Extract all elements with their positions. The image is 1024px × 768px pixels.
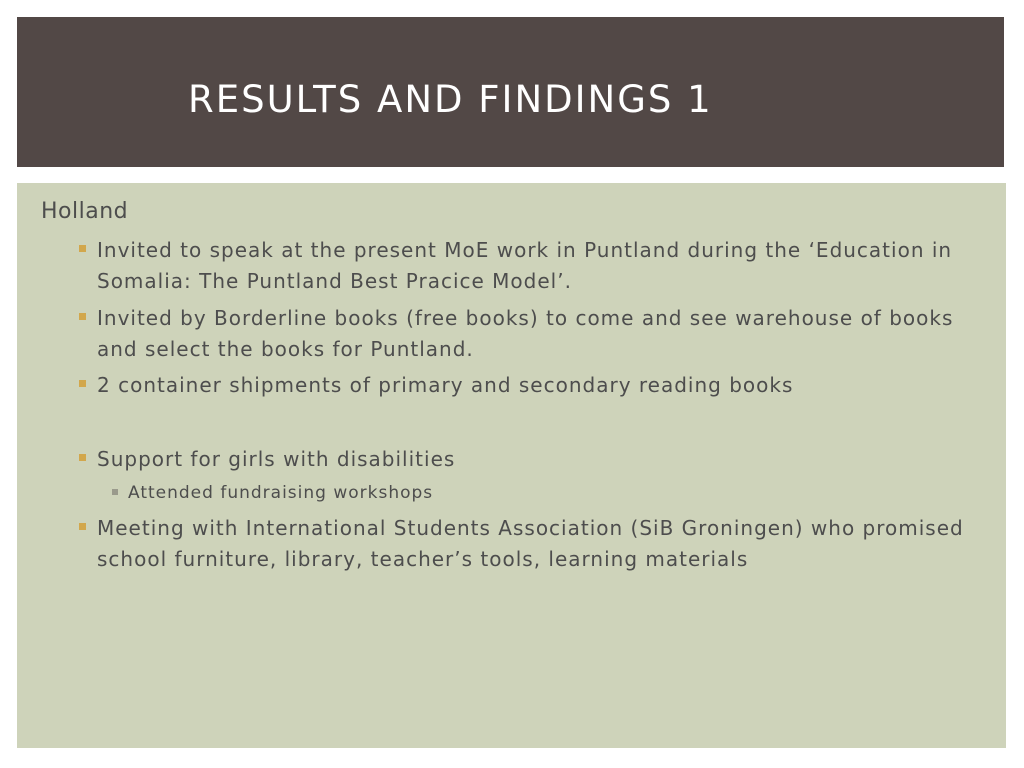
bullet-text-3: 2 container shipments of primary and secondary reading books [97, 373, 794, 397]
bullet-marker-icon [79, 380, 86, 387]
bullet-text-1: Invited to speak at the present MoE work in Puntland during the ‘Education in Somalia: The Puntland Best Pracice Model’. [97, 238, 953, 293]
bullet-marker-icon [79, 523, 86, 530]
sub-bullet-text-1: Attended fundraising workshops [128, 483, 434, 503]
slide-title: RESULTS AND FINDINGS 1 [188, 78, 713, 121]
bullet-item-1 [97, 235, 977, 296]
content-panel [17, 183, 1006, 748]
bullet-item-5 [97, 513, 977, 574]
bullet-marker-icon [79, 313, 86, 320]
bullet-marker-icon [79, 454, 86, 461]
bullet-text-2: Invited by Borderline books (free books) to come and see warehouse of books and select the books for Puntland. [97, 306, 954, 361]
section-heading: Holland [41, 199, 129, 224]
sub-bullet-marker-icon [112, 489, 118, 495]
bullet-item-4 [97, 444, 977, 475]
bullet-text-5: Meeting with International Students Association (SiB Groningen) who promised school furniture, library, teacher’s tools, learning materials [97, 516, 964, 571]
bullet-marker-icon [79, 245, 86, 252]
bullet-item-3 [97, 370, 977, 401]
bullet-item-2 [97, 303, 977, 364]
bullet-text-4: Support for girls with disabilities [97, 447, 456, 471]
sub-bullet-item-1 [128, 481, 433, 505]
